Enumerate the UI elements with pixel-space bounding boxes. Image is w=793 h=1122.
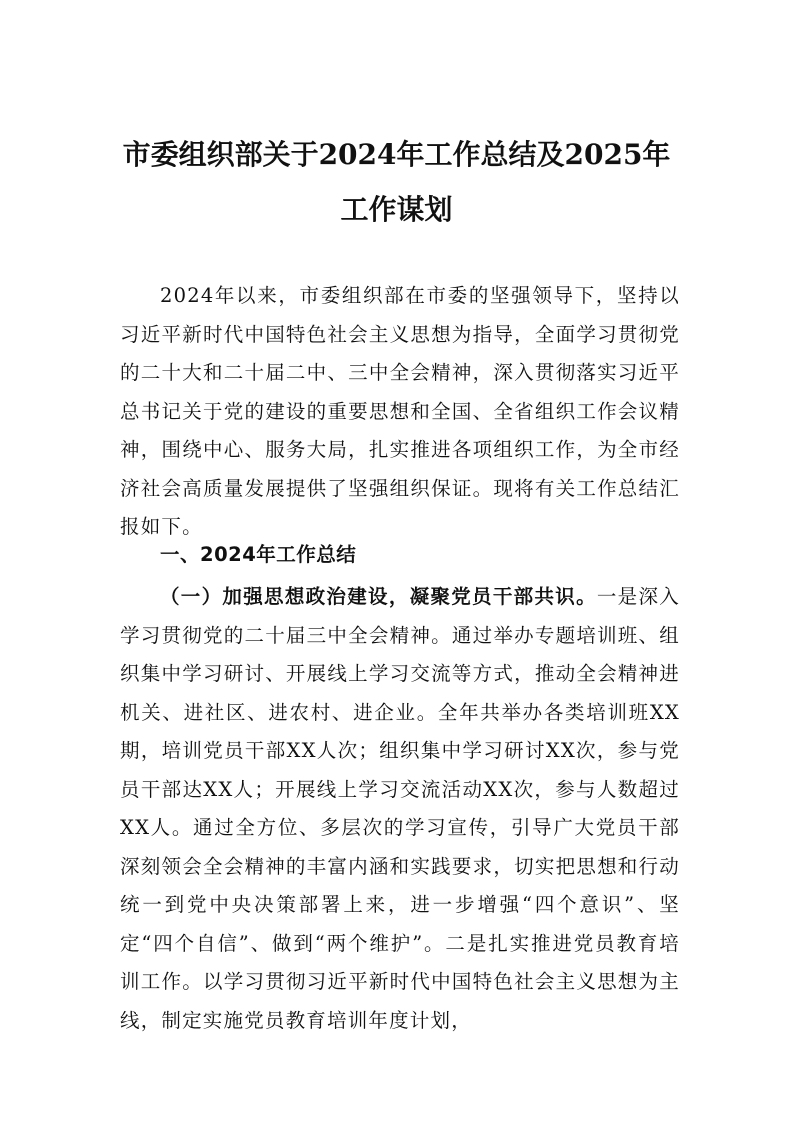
subsection-body-1: 一是深入学习贯彻党的二十届三中全会精神。通过举办专题培训班、组织集中学习研讨、开展线上学习交流等方式，推动全会精神进机关、进社区、进农村、进企业。全年共举办各类培训班XX期，培训党员干部XX人次；组织集中学习研讨XX次，参与党员干部达XX人；开展线上学习交流活动XX次，参与人数超过XX人。通过全方位、多层次的学习宣传，引导广大党员干部深刻领会全会精神的丰富内涵和实践要求，切实把思想和行动统一到党中央决策部署上来，进一步增强“四个意识”、坚定“四个自信”、做到“两个维护”。二是扎实推进党员教育培训工作。以学习贯彻习近平新时代中国特色社会主义思想为主线，制定实施党员教育培训年度计划， (120, 585, 680, 1032)
subsection-paragraph-1 (120, 578, 680, 1040)
intro-paragraph: 2024年以来，市委组织部在市委的坚强领导下，坚持以习近平新时代中国特色社会主义思想为指导，全面学习贯彻党的二十大和二十届二中、三中全会精神，深入贯彻落实习近平总书记关于党的建设的重要思想和全国、全省组织工作会议精神，围绕中心、服务大局，扎实推进各项组织工作，为全市经济社会高质量发展提供了坚强组织保证。现将有关工作总结汇报如下。 (120, 284, 680, 538)
document-title-line-2: 工作谋划 (340, 193, 453, 226)
document-title-line-1: 市委组织部关于2024年工作总结及2025年 (122, 138, 671, 171)
subsection-heading-1: （一）加强思想政治建设，凝聚党员干部共识。 (160, 585, 597, 608)
section-heading-1: 一、2024年工作总结 (160, 543, 357, 566)
